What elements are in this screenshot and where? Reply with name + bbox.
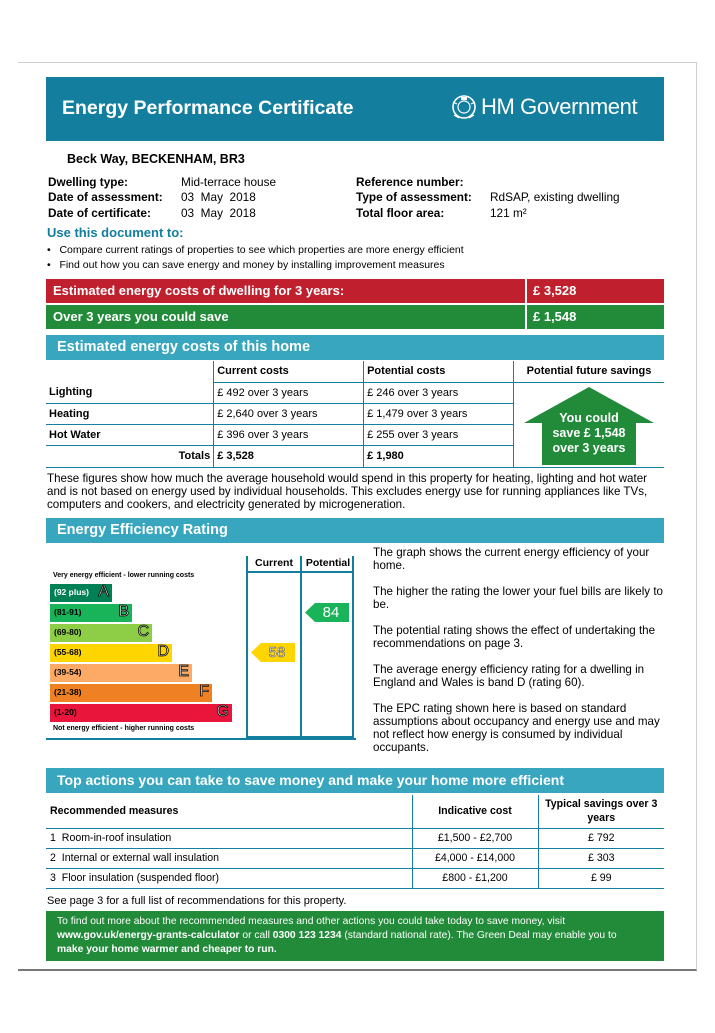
table-row [46,848,664,868]
row-label: Hot Water [46,425,214,446]
potential-column-header: Potential [305,557,351,569]
property-address: Beck Way, BECKENHAM, BR3 [67,152,245,166]
rating-band-d [50,644,172,662]
measure-name: Floor insulation (suspended floor) [61,872,220,884]
saving-cell: £ 99 [538,868,664,888]
table-row [46,828,664,848]
rating-band-b [50,604,132,622]
assessment-date-value: 03 May 2018 [181,190,256,204]
dwelling-type-label: Dwelling type: [48,175,128,189]
graph-baseline [46,738,356,740]
current-cost-cell: £ 2,640 over 3 years [214,403,364,424]
rating-band-f [50,684,212,702]
could-save-bar [46,305,664,329]
energy-grants-link[interactable]: www.gov.uk/energy-grants-calculator [57,930,240,941]
green-deal-line: To find out more about the recommended measures and other actions you could take today to save money, visit [57,916,566,927]
efficiency-section-title: Energy Efficiency Rating [46,518,664,543]
header-indicative-cost: Indicative cost [412,795,538,828]
current-column-header: Current [255,557,293,569]
total-current-cost: £ 3,528 [214,446,364,467]
saving-cell: £ 303 [538,848,664,868]
measure-number: 1 [50,832,56,844]
band-letter: F [199,683,209,700]
cost-cell: £1,500 - £2,700 [412,828,538,848]
green-deal-line: make your home warmer and cheaper to run. [57,944,277,955]
current-cost-cell: £ 492 over 3 years [214,382,364,403]
use-document-heading: Use this document to: [47,225,184,240]
efficiency-graph [46,556,356,740]
hm-government-logo [450,94,637,120]
estimated-costs-bar [46,279,664,303]
savings-arrow-text [514,411,664,456]
rating-band-c [50,624,152,642]
header-divider [246,571,354,573]
rating-bands [50,584,246,724]
crest-icon [450,94,478,120]
header-measures: Recommended measures [46,795,412,828]
certificate-date-value: 03 May 2018 [181,206,256,220]
band-letter: C [137,623,149,640]
potential-rating-value: 84 [322,604,340,621]
floor-area-label: Total floor area: [356,206,445,220]
certificate-date-label: Date of certificate: [48,206,151,220]
costs-section-title: Estimated energy costs of this home [46,335,664,360]
potential-cost-cell: £ 1,479 over 3 years [364,403,514,424]
reference-label: Reference number: [356,175,464,189]
measure-name: Room-in-roof insulation [61,832,172,844]
row-label: Heating [46,403,214,424]
header-current-costs: Current costs [214,361,364,382]
band-range: (1-20) [54,707,77,717]
header-typical-savings: Typical savings over 3 years [538,795,664,828]
actions-footnote: See page 3 for a full list of recommendations for this property. [47,895,347,907]
efficiency-explanation [373,546,665,754]
band-range: (39-54) [54,667,82,677]
potential-cost-cell: £ 255 over 3 years [364,425,514,446]
measure-cell [46,848,412,868]
phone-number: 0300 123 1234 [272,930,342,941]
band-range: (81-91) [54,607,82,617]
totals-label: Totals [46,446,214,467]
band-range: (69-80) [54,627,82,637]
savings-line: over 3 years [552,440,626,455]
bottom-efficiency-note: Not energy efficient - higher running costs [53,725,195,732]
current-cost-cell: £ 396 over 3 years [214,425,364,446]
could-save-label: Over 3 years you could save [46,305,525,329]
hm-government-label: HM Government [481,94,638,119]
current-rating-arrow [251,643,295,667]
assessment-type-value: RdSAP, existing dwelling [490,190,620,204]
efficiency-paragraph: The EPC rating shown here is based on standard assumptions about occupancy and energy use and may not reflect how energy is consumed by individual occupants. [373,702,660,754]
header-potential-costs: Potential costs [364,361,514,382]
estimated-costs-value: £ 3,528 [527,279,664,303]
table-row [46,868,664,888]
efficiency-paragraph: The potential rating shows the effect of undertaking the recommendations on page 3. [373,624,656,650]
savings-line: save £ 1,548 [552,425,626,440]
green-deal-box [46,911,664,961]
efficiency-paragraph: The graph shows the current energy efficiency of your home. [373,546,650,572]
measure-number: 3 [50,872,56,884]
measure-cell [46,828,412,848]
green-deal-line [57,929,664,943]
costs-note: These figures show how much the average household would spend in this property for heating, lighting and hot water and is not based on energy used by individual households. This excludes energy use for running appliances like TVs, computers and cookers, and electricity generated by microgeneration. [47,472,648,511]
header-future-savings: Potential future savings [513,361,664,382]
band-letter: A [98,583,109,600]
efficiency-paragraph: The higher the rating the lower your fuel bills are likely to be. [373,585,663,611]
use-bullet-text: Find out how you can save energy and money by installing improvement measures [59,259,445,271]
savings-arrow-cell [513,382,664,467]
rating-band-g [50,704,232,722]
could-save-value: £ 1,548 [527,305,664,329]
band-letter: D [157,643,169,660]
rating-band-a [50,584,112,602]
measure-cell [46,868,412,888]
use-bullet: • Find out how you can save energy and money by installing improvement measures [47,259,445,271]
use-bullet: • Compare current ratings of properties to see which properties are more energy efficient [47,244,464,256]
band-letter: E [178,663,189,680]
use-bullet-text: Compare current ratings of properties to see which properties are more energy efficient [59,244,464,256]
green-deal-text: (standard national rate). The Green Deal may enable you to [341,930,617,941]
actions-section-title: Top actions you can take to save money and make your home more efficient [46,768,664,793]
band-range: (55-68) [54,647,82,657]
row-label: Lighting [46,382,214,403]
green-deal-text: or call [239,930,273,941]
actions-header-row [46,795,664,828]
efficiency-paragraph: The average energy efficiency rating for a dwelling in England and Wales is band D (rating 60). [373,663,645,689]
floor-area-value: 121 m² [490,206,527,220]
actions-table [46,795,664,889]
measure-number: 2 [50,852,56,864]
band-range: (21-38) [54,687,82,697]
cost-cell: £800 - £1,200 [412,868,538,888]
band-letter: B [118,603,129,620]
assessment-date-label: Date of assessment: [48,190,163,204]
certificate-header [46,77,664,141]
total-potential-cost: £ 1,980 [364,446,514,467]
potential-rating-arrow [305,603,349,627]
savings-line: You could [559,410,619,425]
band-letter: G [216,703,229,720]
table-row [46,382,664,403]
estimated-costs-label: Estimated energy costs of dwelling for 3 years: [46,279,525,303]
certificate-title: Energy Performance Certificate [62,97,354,119]
potential-cost-cell: £ 246 over 3 years [364,382,514,403]
dwelling-type-value: Mid-terrace house [181,175,277,189]
assessment-type-label: Type of assessment: [356,190,472,204]
measure-name: Internal or external wall insulation [61,852,220,864]
rating-band-e [50,664,192,682]
column-divider [300,556,302,738]
saving-cell: £ 792 [538,828,664,848]
current-rating-value: 58 [268,644,286,661]
costs-table [46,361,664,468]
top-efficiency-note: Very energy efficient - lower running costs [53,572,195,579]
band-range: (92 plus) [54,587,89,597]
cost-cell: £4,000 - £14,000 [412,848,538,868]
table-header-row [46,361,664,382]
